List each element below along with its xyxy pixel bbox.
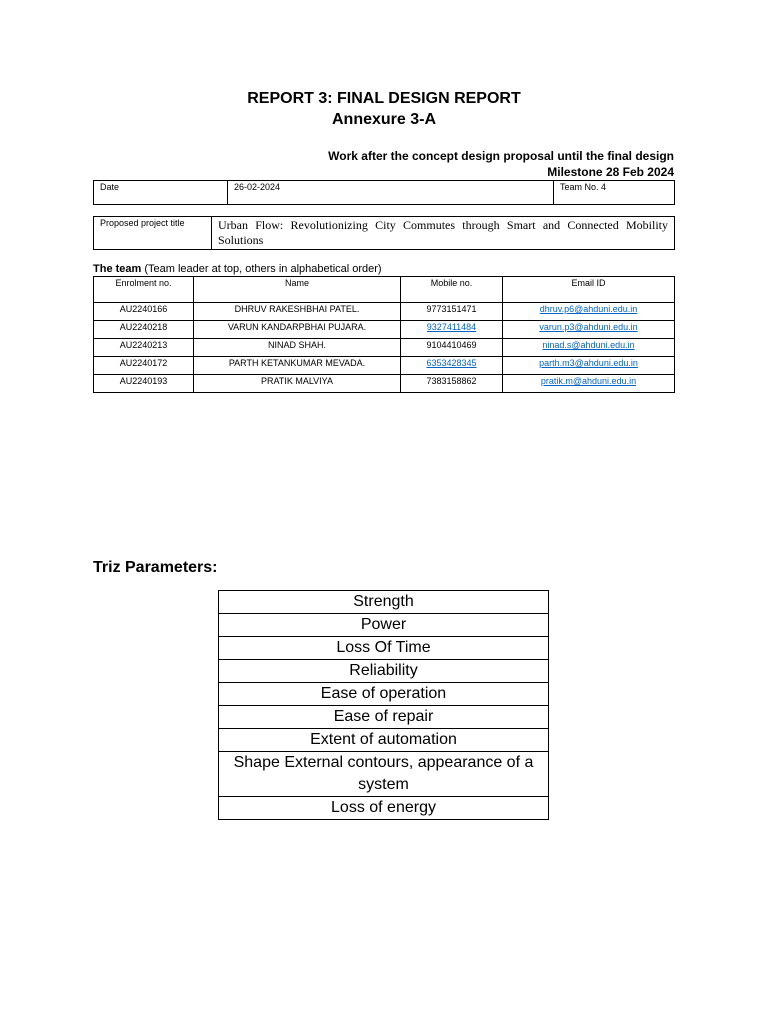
- date-label: Date: [94, 181, 228, 205]
- column-header-enrolment: Enrolment no.: [94, 277, 194, 303]
- mobile-cell: 9104410469: [401, 339, 503, 357]
- triz-parameter: Loss of energy: [219, 797, 549, 820]
- list-item: [219, 729, 549, 752]
- column-header-email: Email ID: [503, 277, 675, 303]
- project-title-label: Proposed project title: [94, 217, 212, 250]
- project-title-value: Urban Flow: Revolutionizing City Commutes through Smart and Connected Mobility Solutions: [212, 217, 675, 250]
- report-title: REPORT 3: FINAL DESIGN REPORT: [247, 90, 521, 107]
- team-table-header: [94, 277, 675, 303]
- date-value: 26-02-2024: [228, 181, 554, 205]
- name-cell: PRATIK MALVIYA: [194, 375, 401, 393]
- email-link[interactable]: pratik.m@ahduni.edu.in: [540, 376, 637, 386]
- mobile-cell: 7383158862: [401, 375, 503, 393]
- list-item: [219, 752, 549, 797]
- list-item: [219, 591, 549, 614]
- email-link[interactable]: dhruv.p6@ahduni.edu.in: [539, 304, 638, 314]
- table-row: [94, 375, 675, 393]
- enrolment-cell: AU2240166: [94, 303, 194, 321]
- triz-parameter: Strength: [219, 591, 549, 614]
- work-note: Work after the concept design proposal until the final design: [328, 149, 674, 163]
- list-item: [219, 660, 549, 683]
- team-number: Team No. 4: [554, 181, 675, 205]
- name-cell: NINAD SHAH.: [194, 339, 401, 357]
- mobile-cell: 9773151471: [401, 303, 503, 321]
- project-title-table: [93, 216, 675, 250]
- triz-parameter: Ease of operation: [219, 683, 549, 706]
- milestone-note: Milestone 28 Feb 2024: [547, 165, 674, 179]
- enrolment-cell: AU2240218: [94, 321, 194, 339]
- table-row: [94, 339, 675, 357]
- name-cell: VARUN KANDARPBHAI PUJARA.: [194, 321, 401, 339]
- table-row: [94, 357, 675, 375]
- triz-parameter: Ease of repair: [219, 706, 549, 729]
- annexure-title: Annexure 3-A: [331, 111, 437, 128]
- triz-heading: Triz Parameters:: [93, 559, 218, 576]
- list-item: [219, 797, 549, 820]
- table-row: [94, 303, 675, 321]
- list-item: [219, 706, 549, 729]
- triz-parameter: Loss Of Time: [219, 637, 549, 660]
- enrolment-cell: AU2240213: [94, 339, 194, 357]
- name-cell: PARTH KETANKUMAR MEVADA.: [194, 357, 401, 375]
- enrolment-cell: AU2240172: [94, 357, 194, 375]
- column-header-name: Name: [194, 277, 401, 303]
- email-link[interactable]: varun.p3@ahduni.edu.in: [539, 322, 638, 332]
- enrolment-cell: AU2240193: [94, 375, 194, 393]
- date-team-table: [93, 180, 675, 205]
- team-heading-note: (Team leader at top, others in alphabetical order): [141, 263, 382, 275]
- list-item: [219, 614, 549, 637]
- list-item: [219, 683, 549, 706]
- mobile-link[interactable]: 6353428345: [426, 358, 477, 368]
- triz-parameters-table: [218, 590, 549, 820]
- triz-parameter: Shape External contours, appearance of a system: [219, 752, 549, 797]
- email-link[interactable]: ninad.s@ahduni.edu.in: [542, 340, 635, 350]
- list-item: [219, 637, 549, 660]
- email-link[interactable]: parth.m3@ahduni.edu.in: [539, 358, 638, 368]
- triz-parameter: Power: [219, 614, 549, 637]
- triz-parameter: Reliability: [219, 660, 549, 683]
- team-heading: [93, 262, 382, 276]
- triz-parameter: Extent of automation: [219, 729, 549, 752]
- table-row: [94, 321, 675, 339]
- team-heading-bold: The team: [93, 263, 142, 275]
- team-table: [93, 276, 675, 393]
- name-cell: DHRUV RAKESHBHAI PATEL.: [194, 303, 401, 321]
- column-header-mobile: Mobile no.: [401, 277, 503, 303]
- mobile-link[interactable]: 9327411484: [426, 322, 477, 332]
